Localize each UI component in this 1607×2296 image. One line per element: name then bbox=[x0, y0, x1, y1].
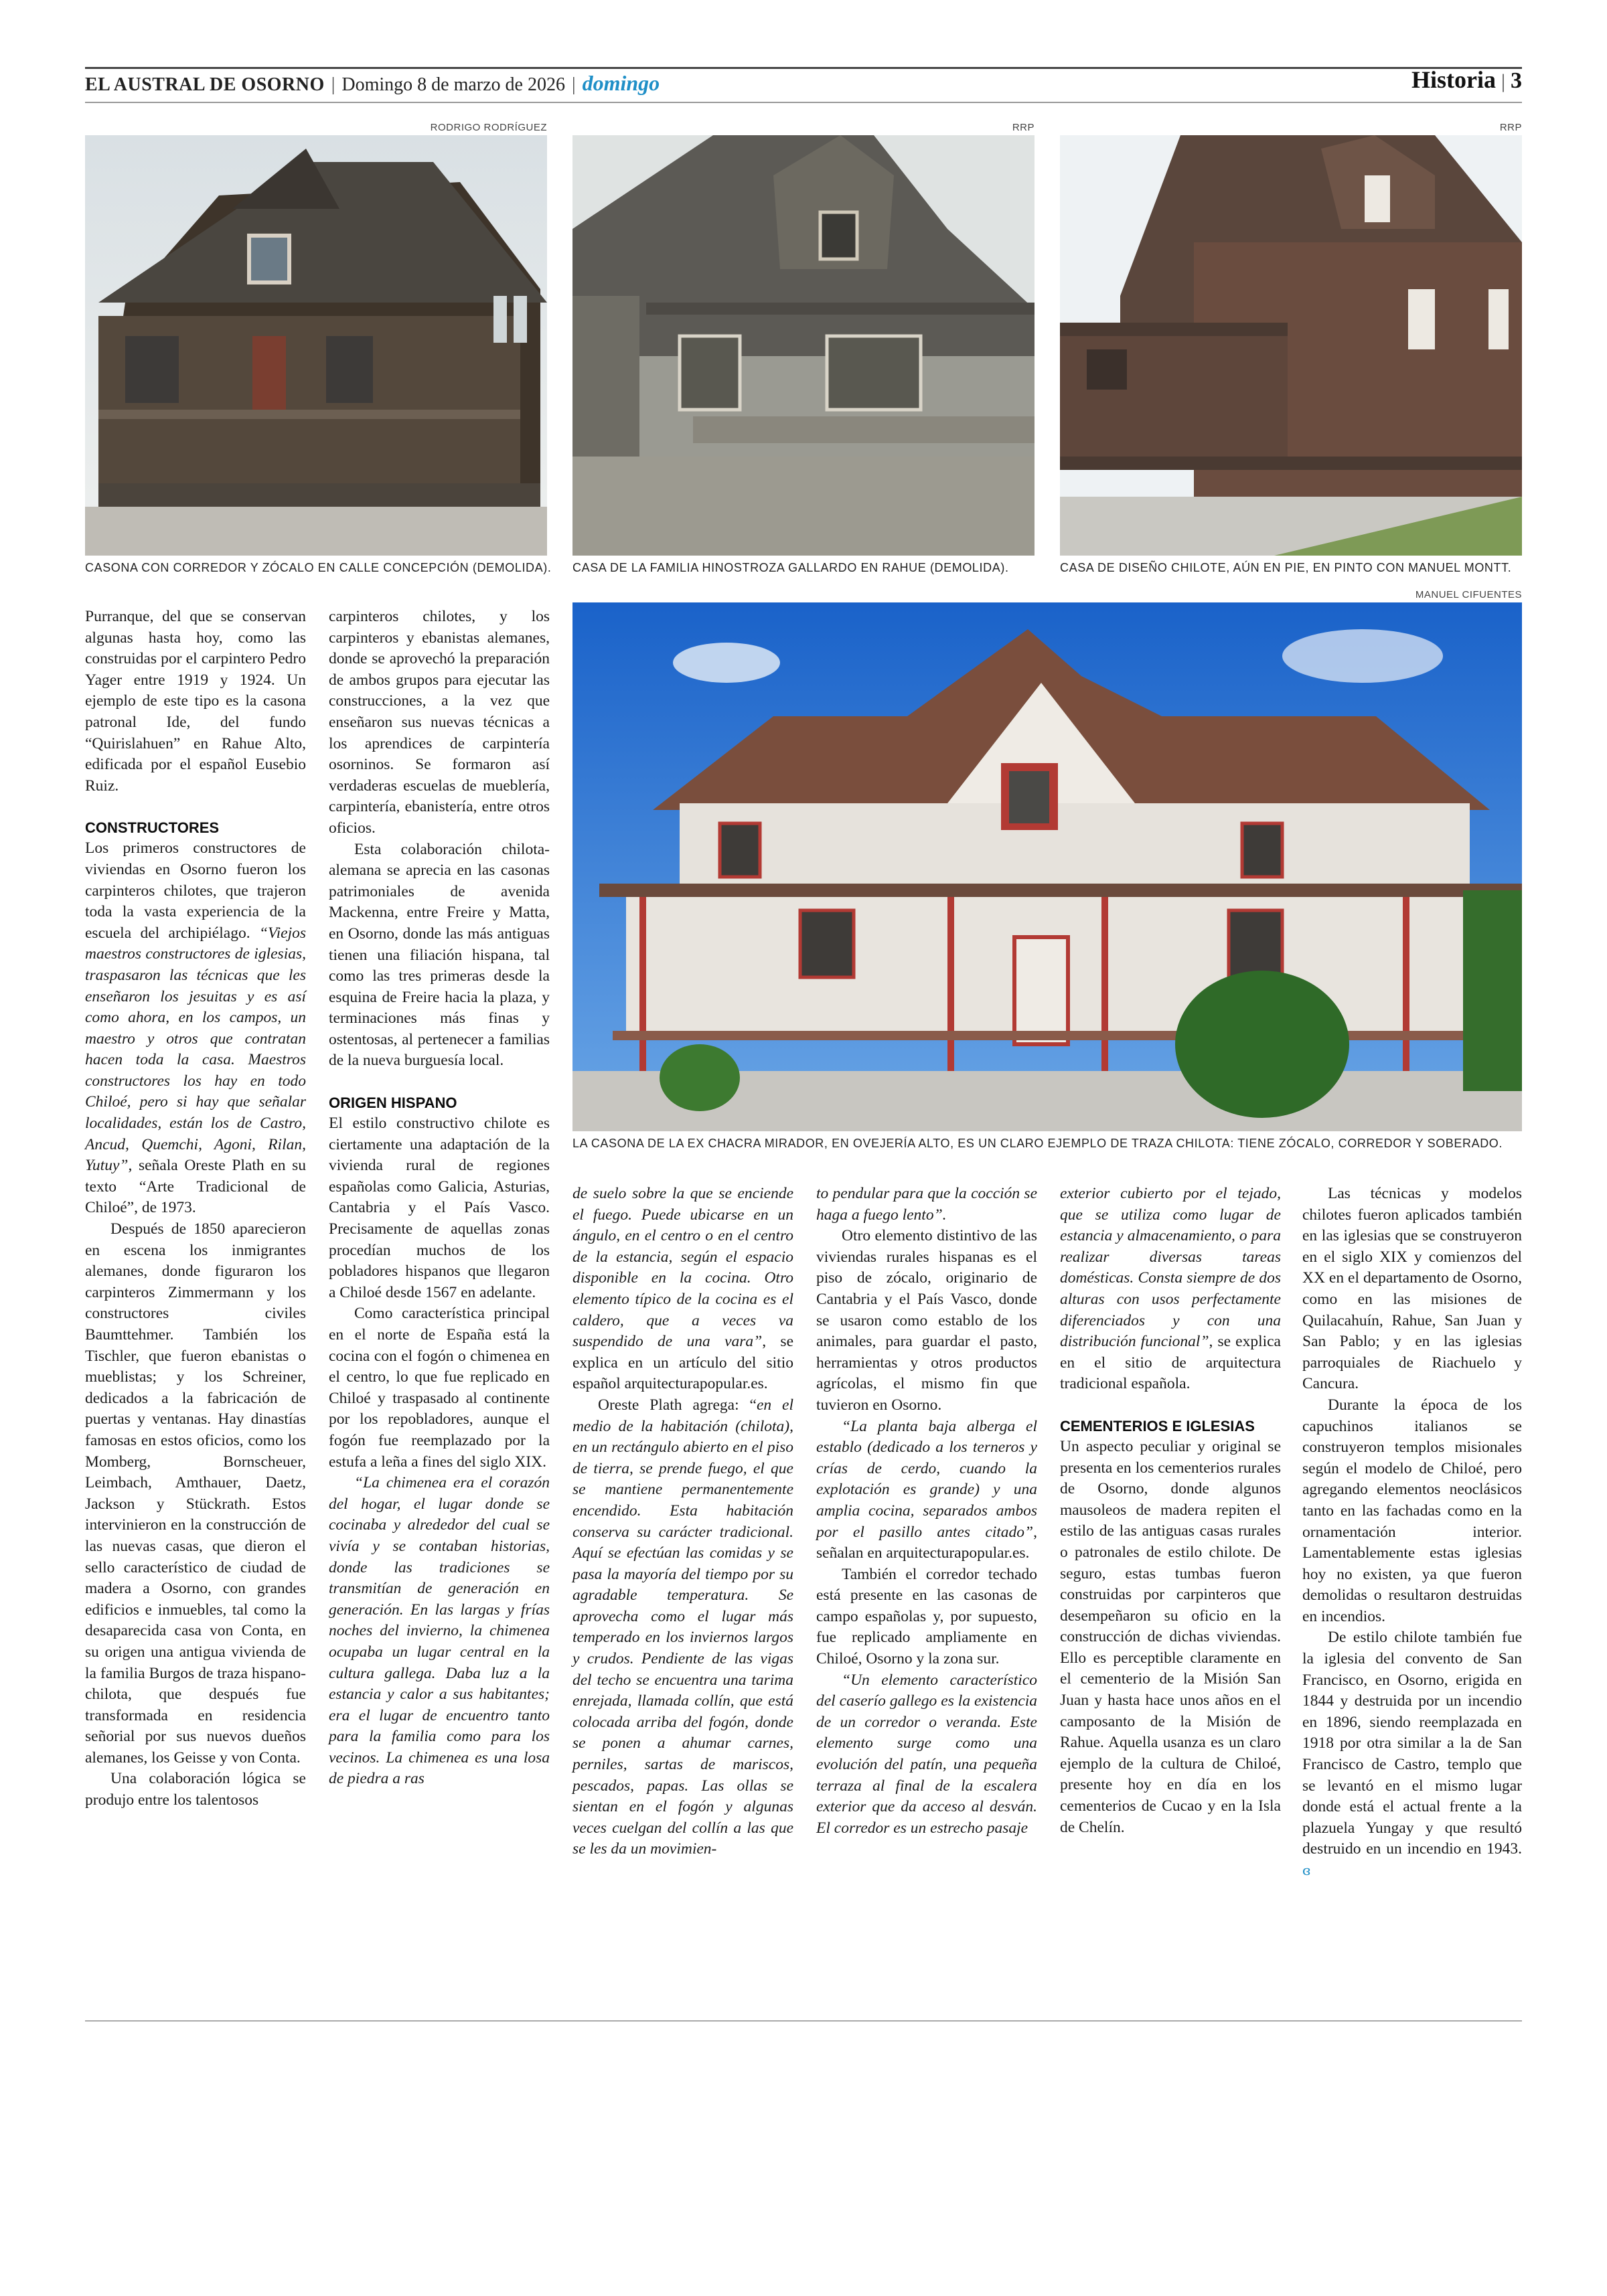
paragraph: Durante la época de los capuchinos italianos se construyeron templos misionales según el modelo de Chiloé, pero agregando elementos neoclásicos tanto en las fachadas como en la ornamentación interior. Lamentablemente estas iglesias hoy no existen, ya que fueron demolidas o resultaron destruidas en incendios. bbox=[1302, 1396, 1522, 1625]
paragraph bbox=[329, 1473, 550, 1790]
article-column-3 bbox=[572, 1183, 793, 1860]
photo-caption: CASONA CON CORREDOR Y ZÓCALO EN CALLE CONCEPCIÓN (DEMOLIDA). bbox=[85, 561, 552, 574]
text-run: De estilo chilote también fue la iglesia del convento de San Francisco, en Osorno, erigida en 1844 y destruida por un incendio en 1896, siendo reemplazada en 1918 por otra similar a la de San Francisco de Castro, templo que se levantó en el mismo lugar donde está el actual frente a la plazuela Yungay y que resultó destruido en un incendio en 1943. bbox=[1302, 1629, 1522, 1858]
paragraph: También el corredor techado está presente en las casonas de campo españolas y, por supuesto, fue replicado ampliamente en Chiloé, Osorno y la zona sur. bbox=[816, 1565, 1037, 1668]
text-run: , se explica en un artículo del sitio español arquitecturapopular.es. bbox=[572, 1333, 794, 1393]
photo-chacra-mirador[interactable] bbox=[572, 602, 1522, 1131]
separator: | bbox=[571, 74, 576, 95]
paragraph: Una colaboración lógica se produjo entre los talentosos bbox=[85, 1770, 306, 1809]
quote: “Viejos maestros constructores de iglesias, traspasaron las técnicas que les enseñaron los jesuitas y es así como ahora, en los campos, un maestro y otros que contratan hacen toda la casa. Maestros constructores los hay en todo Chiloé, pero si hay que señalar localidades, están los de Castro, Ancud, Quemchi, Agoni, Rilan, Yutuy” bbox=[85, 924, 307, 1175]
photo-caption: CASA DE DISEÑO CHILOTE, AÚN EN PIE, EN PINTO CON MANUEL MONTT. bbox=[1060, 561, 1512, 574]
paragraph bbox=[572, 1395, 793, 1860]
text-run: Los primeros constructores de viviendas en Osorno fueron los carpinteros chilotes, que trajeron toda la vasta experiencia de la escuela del archipiélago. bbox=[85, 839, 306, 942]
article-column-4 bbox=[816, 1183, 1037, 1839]
header-bottom-rule bbox=[85, 102, 1522, 103]
paragraph bbox=[572, 1183, 793, 1395]
photo-casa-hinostroza[interactable] bbox=[572, 135, 1035, 556]
photo-caption: LA CASONA DE LA EX CHACRA MIRADOR, EN OVEJERÍA ALTO, ES UN CLARO EJEMPLO DE TRAZA CHILOTA: TIENE ZÓCALO, CORREDOR Y SOBERADO. bbox=[572, 1137, 1503, 1150]
text-run: , señala Oreste Plath en su texto “Arte Tradicional de Chiloé”, de 1973. bbox=[85, 1157, 306, 1217]
quote: “La chimenea era el corazón del hogar, el lugar donde se cocinaba y alrededor del cual se vivía y se contaban historias, donde las tradiciones se transmitían de generación en generación. En las largas y frías noches del invierno, la chimenea ocupaba un lugar central en la cultura gallega. Daba luz a la estancia y calor a sus habitantes; era el lugar de encuentro tanto para la familia como para los vecinos. La chimenea es una losa de piedra a ras bbox=[329, 1474, 550, 1788]
photo-casona-concepcion[interactable] bbox=[85, 135, 547, 556]
house-image bbox=[1060, 135, 1522, 556]
article-column-6 bbox=[1302, 1183, 1522, 1882]
masthead bbox=[85, 71, 660, 98]
page-topic bbox=[1411, 66, 1522, 99]
photo-credit: MANUEL CIFUENTES bbox=[1415, 589, 1522, 600]
paragraph: Purranque, del que se conservan algunas hasta hoy, como las construidas por el carpintero Pedro Yager entre 1919 y 1924. Un ejemplo de este tipo es la casona patronal Ide, del fundo “Quirislahuen” en Rahue Alto, edificada por el español Eusebio Ruiz. bbox=[85, 608, 306, 795]
newspaper-name[interactable]: EL AUSTRAL DE OSORNO bbox=[85, 74, 325, 95]
quote: to pendular para que la cocción se haga a fuego lento”. bbox=[816, 1185, 1037, 1224]
house-image bbox=[85, 135, 547, 556]
text-run: Oreste Plath agrega: “ bbox=[598, 1396, 757, 1414]
paragraph: El estilo constructivo chilote es ciertamente una adaptación de la vivienda rural de regiones españolas como Galicia, Asturias, Cantabria y el País Vasco. Precisamente de aquellas zonas procedían muchos de los pobladores hispanos que llegaron a Chiloé desde 1567 en adelante. bbox=[329, 1115, 550, 1301]
photo-credit: RODRIGO RODRÍGUEZ bbox=[430, 122, 547, 133]
quote: en el medio de la habitación (chilota), en un rectángulo abierto en el piso de tierra, se prende fuego, el que se mantiene permanentemente encendido. Esta habitación conserva su carácter tradicional. Aquí se efectúan las comidas y se pasa la mayoría del tiempo por su agradable temperatura. Se aprovecha como el lugar más temperado en los inviernos largos y crudos. Pendiente de las vigas del techo se encuentra una tarima enrejada, llamada collín, que está colocada arriba del fogón, donde se ponen a ahumar carnes, perniles, sartas de mariscos, pescados, papas. Las ollas se sientan en el fogón y algunas veces cuelgan del collín a las que se les da un movimien- bbox=[572, 1396, 794, 1858]
edition-date: Domingo 8 de marzo de 2026 bbox=[341, 74, 565, 95]
photo-caption: CASA DE LA FAMILIA HINOSTROZA GALLARDO EN RAHUE (DEMOLIDA). bbox=[572, 561, 1009, 574]
paragraph: Después de 1850 aparecieron en escena los inmigrantes alemanes, donde figuraron los carpinteros Zimmermann y los constructores civiles Baumttehmer. También los Tischler, que fueron ebanistas o mueblistas; y los Schreiner, dedicados a la fabricación de puertas y ventanas. Hay dinastías famosas en estos oficios, como los Momberg, Bornscheuer, Leimbach, Amthauer, Daetz, Jackson y Stückrath. Estos intervinieron en la construcción de las nuevas casas, que dieron el sello característico de ciudad de madera a Osorno, con grandes edificios e inmuebles, tal como la desaparecida casa von Conta, en su origen una antigua vivienda de la familia Burgos de traza hispano-chilota, que después fue transformada en residencia señorial por sus nuevos dueños alemanes, los Geisse y von Conta. bbox=[85, 1220, 306, 1767]
quote: exterior cubierto por el tejado, que se utiliza como lugar de estancia y almacenamiento, o para realizar diversas tareas domésticas. Consta siempre de dos alturas con usos perfectamente diferenciados y con una distribución funcional” bbox=[1060, 1185, 1281, 1351]
paragraph: Un aspecto peculiar y original se presenta en los cementerios rurales de Osorno, donde algunos mausoleos de madera repiten el estilo de las antiguas casas rurales o patronales de estilo chilote. De seguro, estas tumbas fueron construidas por carpinteros que desempeñaron su oficio en la construcción de dichas viviendas. Ello es perceptible claramente en el cementerio de la Misión San Juan y hasta hace unos años en el camposanto de la Misión de Rahue. Aquella usanza es un claro ejemplo de la cultura de Chiloé, presente hoy en día en los cementerios de Cucao y en la Isla de Chelín. bbox=[1060, 1437, 1281, 1836]
section-name[interactable]: domingo bbox=[582, 71, 660, 95]
photo-credit: RRP bbox=[1499, 122, 1522, 133]
text-run: , se explica en el sitio de arquitectura tradicional española. bbox=[1060, 1333, 1281, 1393]
photo-casa-pinto-montt[interactable] bbox=[1060, 135, 1522, 556]
article-column-5 bbox=[1060, 1183, 1281, 1838]
paragraph: Otro elemento distintivo de las viviendas rurales hispanas es el piso de zócalo, originario de Cantabria y el País Vasco, donde se usaron como establo de los animales, para guardar el pasto, herramientas y otros productos agrícolas, el mismo fin que tuvieron en Osorno. bbox=[816, 1227, 1037, 1414]
text-run: , señalan en arquitecturapopular.es. bbox=[816, 1523, 1037, 1562]
house-image bbox=[572, 135, 1035, 556]
article-column-1 bbox=[85, 606, 306, 1811]
paragraph bbox=[816, 1183, 1037, 1226]
section-heading: CEMENTERIOS E IGLESIAS bbox=[1060, 1417, 1255, 1434]
separator: | bbox=[1501, 70, 1505, 92]
paragraph bbox=[85, 838, 306, 1219]
end-of-article-icon: ɞ bbox=[1302, 1862, 1311, 1878]
paragraph bbox=[816, 1416, 1037, 1564]
paragraph: Esta colaboración chilota-alemana se aprecia en las casonas patrimoniales de avenida Mackenna, entre Freire y Matta, en Osorno, donde las más antiguas tienen una filiación hispana, tal como las tres primeras desde la esquina de Freire hacia la plaza, y terminaciones más finas y ostentosas, al pertenecer a familias de la nueva burguesía local. bbox=[329, 840, 550, 1070]
paragraph bbox=[1302, 1627, 1522, 1881]
photo-credit: RRP bbox=[1012, 122, 1035, 133]
quote: de suelo sobre la que se enciende el fuego. Puede ubicarse en un ángulo, en el centro o en el centro de la estancia, según el espacio disponible en la cocina. Otro elemento típico de la cocina es el caldero, que a veces va suspendido de una vara” bbox=[572, 1185, 793, 1351]
section-heading: CONSTRUCTORES bbox=[85, 819, 220, 837]
paragraph: Las técnicas y modelos chilotes fueron aplicados también en las iglesias que se construyeron en el siglo XIX y comienzos del XX en el departamento de Osorno, como en las misiones de Quilacahuín, Rahue, San Juan y San Pablo; y en las iglesias parroquiales de Riachuelo y Cancura. bbox=[1302, 1185, 1522, 1393]
article-column-2 bbox=[329, 606, 550, 1790]
header-top-rule bbox=[85, 67, 1522, 69]
page-number: 3 bbox=[1511, 68, 1522, 93]
paragraph: Como característica principal en el norte de España está la cocina con el fogón o chimenea en el centro, lo que fue replicado en Chiloé y traspasado al continente por los repobladores, aunque el fogón fue reemplazado por la estufa a leña a fines del siglo XIX. bbox=[329, 1305, 550, 1471]
paragraph bbox=[1060, 1183, 1281, 1395]
section-heading: ORIGEN HISPANO bbox=[329, 1094, 457, 1112]
paragraph: carpinteros chilotes, y los carpinteros y ebanistas alemanes, donde se aprovechó la preparación de ambos grupos para ejecutar las construcciones, a la vez que enseñaron sus nuevas técnicas a los aprendices de carpintería osorninos. Se formaron así verdaderas escuelas de mueblería, carpintería, ebanistería, entre otros oficios. bbox=[329, 608, 550, 837]
quote: “Un elemento característico del caserío gallego es la existencia de un corredor o veranda. Este elemento surge como una evolución del patín, una pequeña terraza al final de la escalera exterior que da acceso al desván. El corredor es un estrecho pasaje bbox=[816, 1671, 1037, 1837]
topic-label: Historia bbox=[1411, 66, 1496, 93]
house-image bbox=[572, 602, 1522, 1131]
paragraph bbox=[816, 1670, 1037, 1839]
footer-rule bbox=[85, 2020, 1522, 2022]
separator: | bbox=[331, 74, 335, 95]
quote: “La planta baja alberga el establo (dedicado a los terneros y crías de cerdo, cuando la explotación es grande) y una amplia cocina, separados ambos por el pasillo antes citado” bbox=[816, 1417, 1037, 1541]
